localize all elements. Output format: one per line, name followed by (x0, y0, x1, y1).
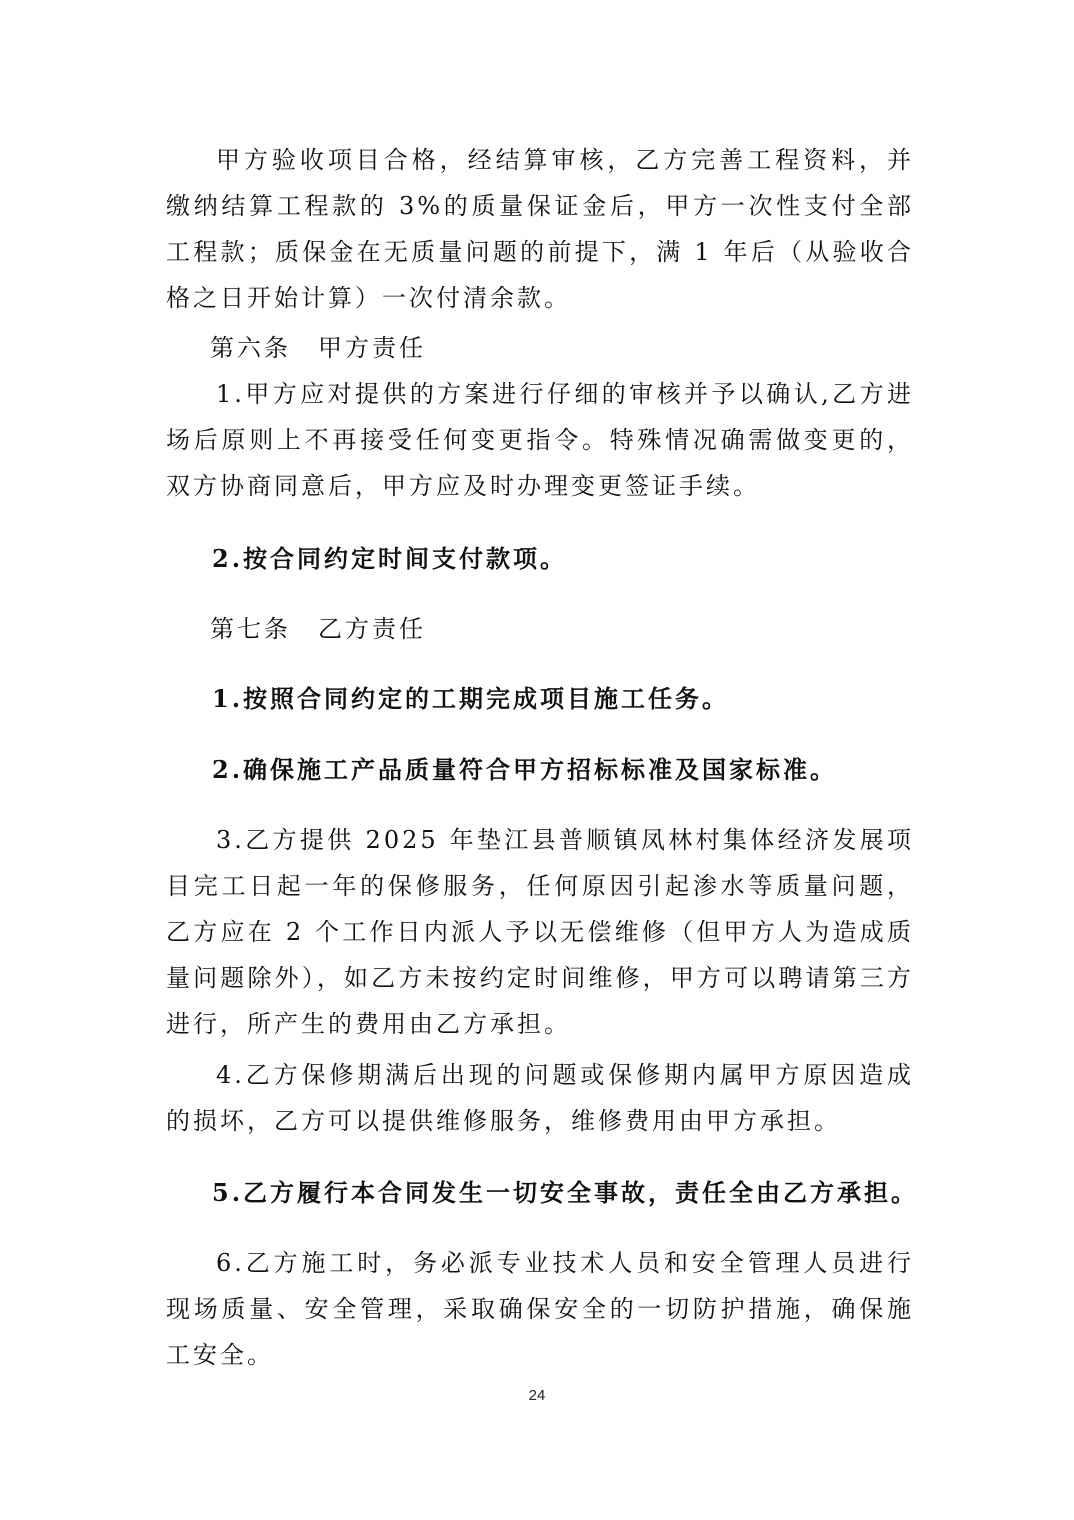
article-6-item-1: 1.甲方应对提供的方案进行仔细的审核并予以确认,乙方进场后原则上不再接受任何变更指令。特殊情况确需做变更的，双方协商同意后，甲方应及时办理变更签证手续。 (166, 380, 914, 500)
payment-paragraph: 甲方验收项目合格，经结算审核，乙方完善工程资料，并缴纳结算工程款的 3%的质量保证金后，甲方一次性支付全部工程款；质保金在无质量问题的前提下，满 1 年后（从验收合格之日开始计算）一次付清余款。 (166, 146, 914, 312)
article-7-item-2: 2.确保施工产品质量符合甲方招标标准及国家标准。 (212, 755, 838, 784)
page-number: 24 (528, 1387, 546, 1404)
article-6-item-2: 2.按合同约定时间支付款项。 (212, 544, 568, 573)
article-7-item-3: 3.乙方提供 2025 年垫江县普顺镇凤林村集体经济发展项目完工日起一年的保修服务，任何原因引起渗水等质量问题，乙方应在 2 个工作日内派人予以无偿维修（但甲方人为造成质量问题除外），如乙方未按约定时间维修，甲方可以聘请第三方进行，所产生的费用由乙方承担。 (166, 826, 914, 1038)
article-7-heading: 第七条 乙方责任 (210, 615, 426, 643)
article-7-item-1: 1.按照合同约定的工期完成项目施工任务。 (212, 684, 730, 713)
article-7-item-5: 5.乙方履行本合同发生一切安全事故，责任全由乙方承担。 (212, 1178, 919, 1207)
article-6-heading: 第六条 甲方责任 (210, 334, 426, 362)
article-7-item-4: 4.乙方保修期满后出现的问题或保修期内属甲方原因造成的损坏，乙方可以提供维修服务，维修费用由甲方承担。 (166, 1061, 914, 1135)
article-7-item-6: 6.乙方施工时，务必派专业技术人员和安全管理人员进行现场质量、安全管理，采取确保安全的一切防护措施，确保施工安全。 (166, 1249, 914, 1369)
